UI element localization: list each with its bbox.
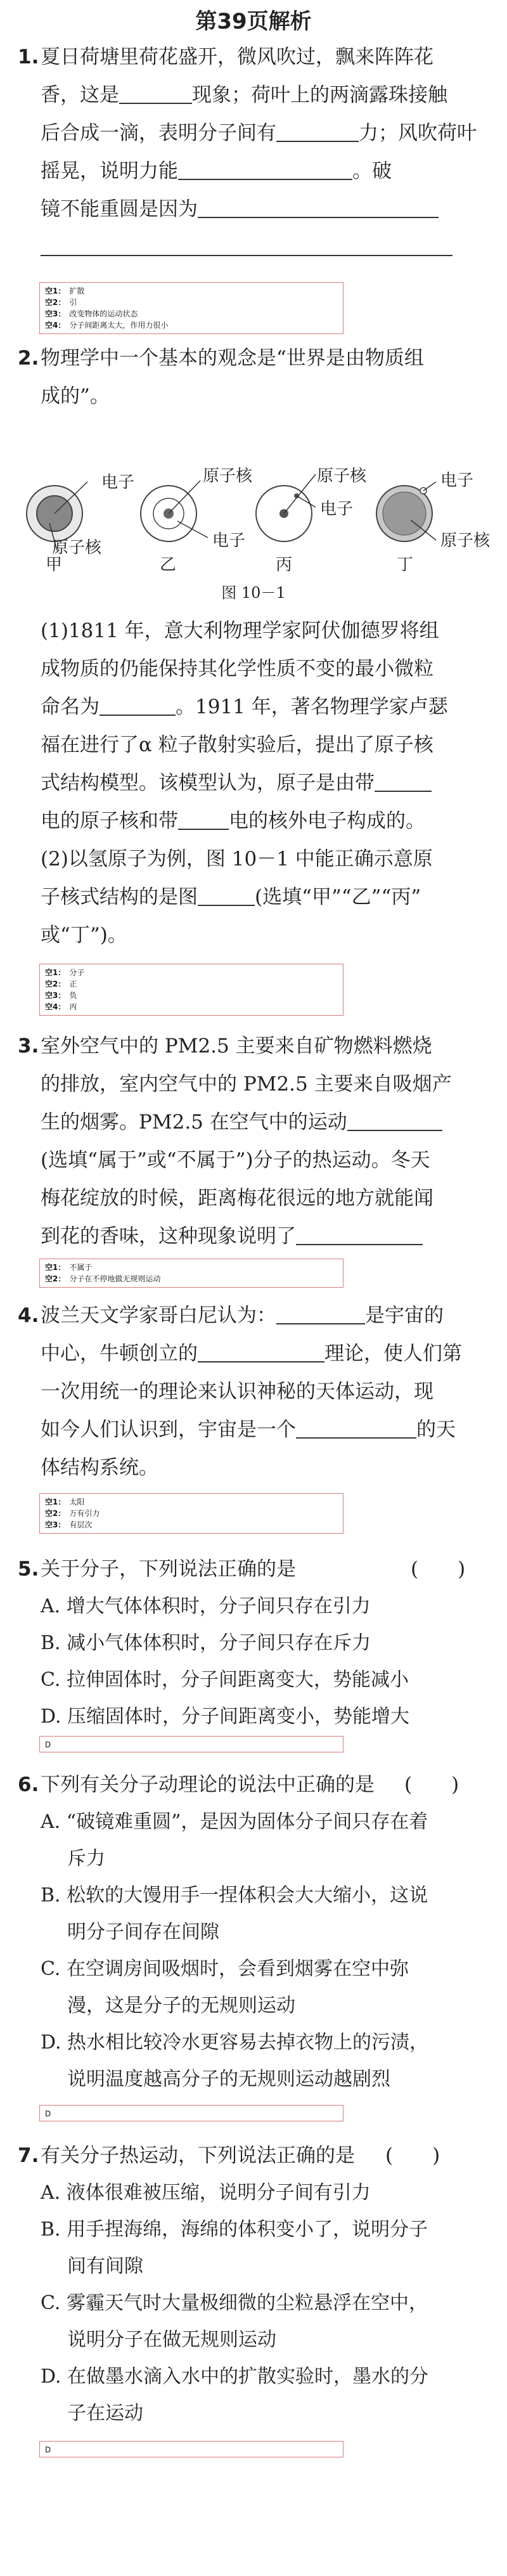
q1-text-4: 后合成一滴，表明分子间有	[41, 122, 276, 145]
answer-value: 分子在不停地做无规则运动	[69, 1274, 161, 1283]
atom-model-ding	[376, 482, 436, 541]
answer-box-q6	[39, 2105, 343, 2121]
answer-blank	[41, 236, 452, 256]
option-b-cont: 间有间隙	[67, 2255, 143, 2277]
answer-value: 太阳	[69, 1498, 85, 1506]
q2-text-8: 式结构模型。该模型认为，原子是由带	[41, 772, 375, 794]
answer-blank	[198, 1342, 324, 1362]
answer-box-q7	[39, 2441, 343, 2457]
q4-text-5: 一次用统一的理论来认识神秘的天体运动，现	[41, 1380, 433, 1403]
answer-label: 空3：	[45, 309, 66, 318]
answer-label: 空2：	[45, 1509, 66, 1518]
q4-text-3: 中心，牛顿创立的	[41, 1342, 198, 1365]
q4-text-7: 的天	[416, 1418, 456, 1441]
answer-value: 负	[69, 991, 77, 1000]
option-c-cont: 漫，这是分子的无规则运动	[67, 1995, 295, 2017]
q2-text-12: 子核式结构的是图	[41, 886, 198, 909]
q4-text-1: 波兰天文学家哥白尼认为：	[41, 1304, 276, 1327]
q2-text-1: 物理学中一个基本的观念是“世界是由物质组	[41, 347, 424, 370]
option-c: C. 雾霾天气时大量极细微的尘粒悬浮在空中，	[41, 2292, 428, 2314]
option-c: C. 拉伸固体时，分子间距离变大，势能减小	[41, 1669, 409, 1691]
question-number: 6.	[18, 1773, 39, 1796]
q1-text-2: 香，这是	[41, 84, 119, 107]
q2-text-10: 电的核外电子构成的。	[229, 810, 425, 832]
electron-label: 电子	[320, 500, 354, 519]
option-b: B. 用手捏海绵，海绵的体积变小了，说明分子	[41, 2218, 428, 2241]
question-2	[18, 339, 487, 415]
question-number: 7.	[18, 2144, 39, 2167]
q6-stem: 下列有关分子动理论的说法中正确的是	[41, 1773, 375, 1796]
answer-label: 空1：	[45, 287, 66, 295]
answer-value: D	[45, 2445, 51, 2454]
answer-value: D	[45, 2109, 51, 2118]
option-b-cont: 明分子间存在间隙	[67, 1921, 219, 1943]
answer-label: 空3：	[45, 991, 66, 1000]
figure-label-bing: 丙	[276, 555, 293, 574]
answer-label: 空1：	[45, 1263, 66, 1272]
answer-blank	[296, 1418, 416, 1439]
answer-label: 空2：	[45, 298, 66, 307]
q1-text-8: 镜不能重圆是因为	[41, 198, 198, 221]
answer-paren: ( )	[411, 1558, 466, 1581]
question-2-body	[18, 612, 487, 954]
option-a: A. 液体很难被压缩，说明分子间有引力	[41, 2182, 371, 2204]
option-a: A. “破镜难重圆”，是因为固体分子间只存在着	[41, 1811, 428, 1833]
q3-text-6: 到花的香味，这种现象说明了	[41, 1225, 296, 1248]
answer-blank	[375, 772, 432, 792]
q2-text-13: (选填“甲”“乙”“丙”	[255, 886, 421, 909]
nucleus-label: 原子核	[52, 538, 102, 557]
answer-value: 引	[69, 298, 77, 307]
answer-label: 空2：	[45, 1274, 66, 1283]
q2-text-2: 成的”。	[41, 385, 110, 408]
figure-label-jia: 甲	[46, 555, 63, 574]
answer-box-q3	[39, 1259, 343, 1288]
answer-blank	[178, 160, 352, 180]
option-b: B. 松软的大馒用手一捏体积会大大缩小，这说	[41, 1884, 428, 1906]
option-c-cont: 说明分子在做无规则运动	[67, 2329, 276, 2351]
q3-text-1: 室外空气中的 PM2.5 主要来自矿物燃料燃烧	[41, 1035, 432, 1058]
q2-text-9: 电的原子核和带	[41, 810, 178, 832]
option-a: A. 增大气体体积时，分子间只存在引力	[41, 1595, 371, 1617]
answer-label: 空2：	[45, 980, 66, 988]
answer-value: 万有引力	[69, 1509, 100, 1518]
q1-text-5: 力；风吹荷叶	[359, 122, 477, 145]
answer-value: 改变物体的运动状态	[69, 309, 138, 318]
q1-text-1: 夏日荷塘里荷花盛开，微风吹过，飘来阵阵花	[41, 46, 433, 68]
answer-value: 丙	[69, 1002, 77, 1011]
question-4	[18, 1297, 487, 1487]
option-a-cont: 斥力	[67, 1848, 105, 1870]
answer-value: 分子间距离太大，作用力很小	[69, 321, 169, 330]
figure-label-ding: 丁	[397, 555, 414, 574]
answer-blank	[276, 122, 359, 142]
q4-text-6: 如今人们认识到，宇宙是一个	[41, 1418, 296, 1441]
answer-label: 空4：	[45, 321, 66, 330]
answer-blank	[119, 84, 192, 104]
question-6	[18, 1766, 487, 2098]
figure-caption: 图 10－1	[221, 584, 286, 602]
q2-text-3: (1)1811 年，意大利物理学家阿伏伽德罗将组	[41, 619, 439, 642]
answer-blank	[198, 198, 439, 218]
answer-paren: ( )	[385, 2144, 440, 2167]
figure-label-yi: 乙	[160, 555, 177, 574]
q5-stem: 关于分子，下列说法正确的是	[41, 1558, 296, 1581]
atom-model-yi	[141, 481, 208, 541]
nucleus-label: 原子核	[203, 467, 253, 486]
option-d-cont: 说明温度越高分子的无规则运动越剧烈	[67, 2068, 390, 2090]
answer-blank	[276, 1304, 365, 1324]
option-d: D. 热水相比较冷水更容易去掉衣物上的污渍，	[41, 2031, 429, 2054]
question-number: 4.	[18, 1304, 39, 1327]
electron-label: 电子	[212, 531, 246, 550]
question-5	[18, 1550, 487, 1735]
q1-text-7: 。破	[352, 160, 392, 183]
q2-text-11: (2)以氢原子为例，图 10－1 中能正确示意原	[41, 848, 433, 871]
q3-text-5: 梅花绽放的时候，距离梅花很远的地方就能闻	[41, 1187, 433, 1210]
answer-blank	[99, 696, 176, 716]
question-1	[18, 38, 487, 266]
question-number: 5.	[18, 1558, 39, 1581]
q2-text-7: 福在进行了α 粒子散射实验后，提出了原子核	[41, 734, 433, 756]
answer-label: 空1：	[45, 1498, 66, 1506]
q4-text-8: 体结构系统。	[41, 1456, 158, 1479]
answer-label: 空1：	[45, 968, 66, 977]
answer-blank	[178, 810, 229, 830]
answer-value: 分子	[69, 968, 85, 977]
q3-text-2: 的排放，室内空气中的 PM2.5 主要来自吸烟产	[41, 1073, 452, 1096]
q2-text-14: 或“丁”)。	[41, 924, 127, 947]
answer-paren: ( )	[404, 1773, 459, 1796]
q1-text-6: 摇晃，说明力能	[41, 160, 178, 183]
answer-box-q5	[39, 1736, 343, 1752]
electron-label: 电子	[101, 473, 135, 492]
q3-text-3: 生的烟雾。PM2.5 在空气中的运动	[41, 1111, 347, 1134]
answer-value: 有层次	[69, 1520, 93, 1529]
question-number: 2.	[18, 347, 39, 370]
option-d: D. 压缩固体时，分子间距离变小，势能增大	[41, 1705, 410, 1728]
q4-text-2: 是宇宙的	[365, 1304, 444, 1327]
nucleus-label: 原子核	[440, 531, 491, 550]
answer-value: 正	[69, 980, 77, 988]
answer-label: 空4：	[45, 1002, 66, 1011]
answer-box-q4	[39, 1493, 343, 1534]
question-number: 3.	[18, 1035, 39, 1058]
answer-blank	[347, 1111, 442, 1131]
question-7	[18, 2137, 487, 2432]
q7-stem: 有关分子热运动，下列说法正确的是	[41, 2144, 355, 2167]
answer-box-q2	[39, 964, 343, 1016]
option-d: D. 在做墨水滴入水中的扩散实验时，墨水的分	[41, 2366, 429, 2388]
question-number: 1.	[18, 46, 39, 68]
answer-value: 不属于	[69, 1263, 93, 1272]
answer-blank	[296, 1225, 423, 1245]
answer-blank	[198, 886, 255, 906]
atom-model-bing	[256, 474, 316, 541]
option-c: C. 在空调房间吸烟时，会看到烟雾在空中弥	[41, 1958, 409, 1980]
page-title: 第39页解析	[195, 9, 312, 34]
q2-text-4: 成物质的仍能保持其化学性质不变的最小微粒	[41, 657, 433, 680]
answer-value: D	[45, 1740, 51, 1749]
q3-text-4: (选填“属于”或“不属于”)分子的热运动。冬天	[41, 1149, 430, 1172]
answer-label: 空3：	[45, 1520, 66, 1529]
q2-text-6: 。1911 年，著名物理学家卢瑟	[176, 696, 448, 718]
answer-value: 扩散	[69, 287, 85, 295]
option-d-cont: 子在运动	[67, 2402, 143, 2424]
option-b: B. 减小气体体积时，分子间只存在斥力	[41, 1632, 371, 1654]
q4-text-4: 理论，使人们第	[324, 1342, 462, 1365]
question-3	[18, 1027, 487, 1255]
q1-text-3: 现象；荷叶上的两滴露珠接触	[192, 84, 447, 107]
q2-text-5: 命名为	[41, 696, 99, 718]
electron-label: 电子	[440, 471, 474, 490]
answer-box-q1	[39, 282, 343, 334]
nucleus-label: 原子核	[317, 467, 367, 486]
